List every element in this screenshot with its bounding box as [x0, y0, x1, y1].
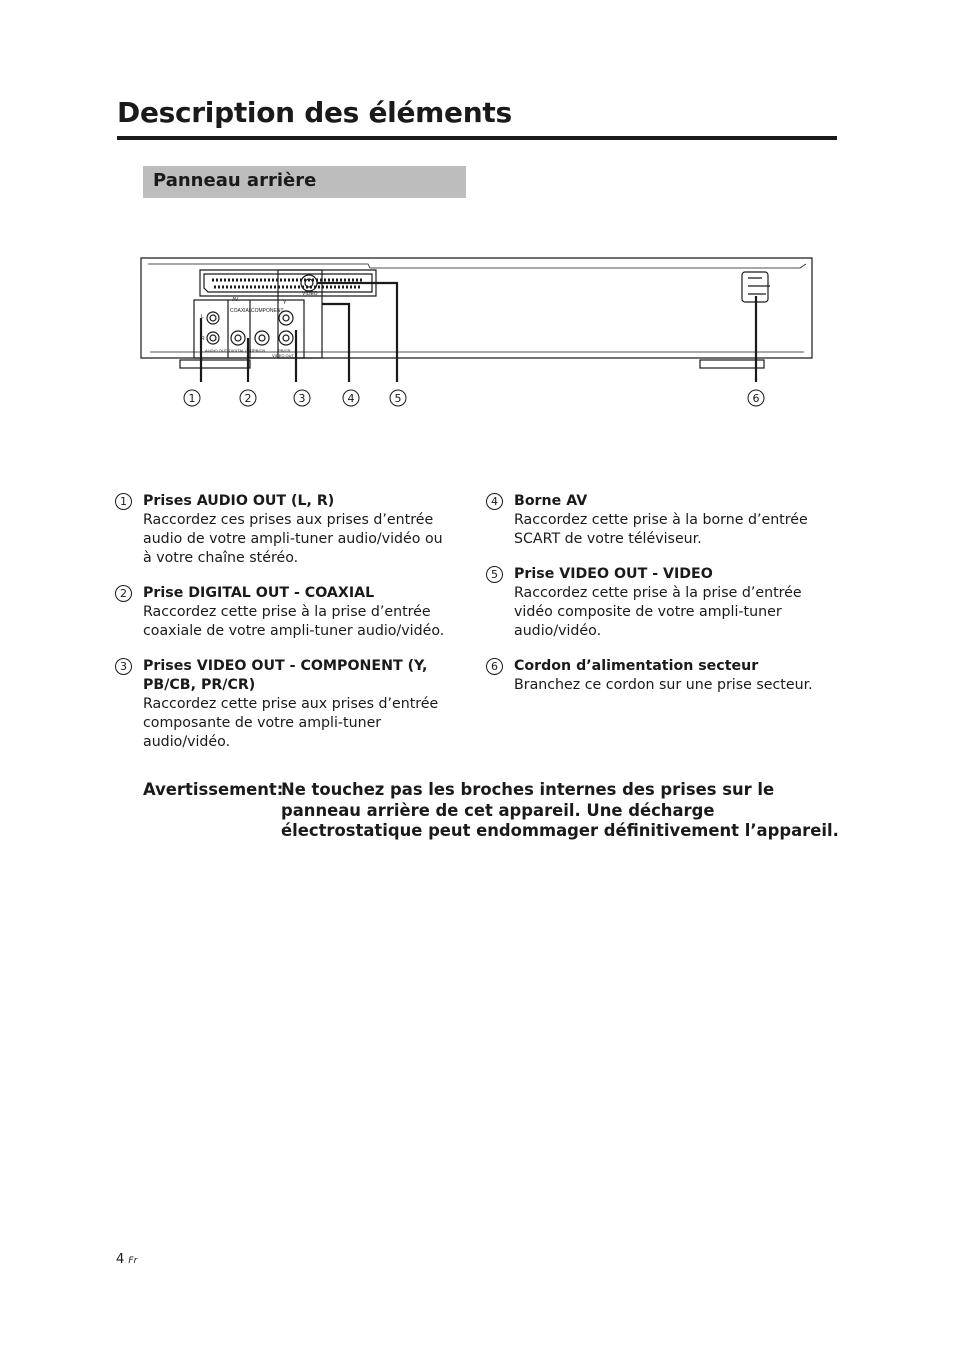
audio-jacks: [207, 312, 219, 344]
item-heading: Cordon d’alimentation secteur: [514, 658, 759, 674]
label-video: VIDEO: [302, 291, 318, 297]
item-description: Branchez ce cordon sur une prise secteur.: [514, 677, 813, 693]
page-title: Description des éléments: [117, 96, 512, 129]
list-item: [486, 492, 826, 549]
list-item: [486, 657, 826, 695]
item-heading: Borne AV: [514, 493, 588, 509]
left-column: [115, 492, 455, 768]
item-heading: Prise DIGITAL OUT - COAXIAL: [143, 585, 375, 601]
callout-4: 4: [347, 392, 355, 405]
item-description: Raccordez cette prise à la borne d’entrée SCART de votre téléviseur.: [514, 512, 808, 547]
item-heading: Prises AUDIO OUT (L, R): [143, 493, 335, 509]
item-number: 5: [486, 566, 503, 583]
section-title: Panneau arrière: [153, 170, 317, 191]
label-component: COMPONENT: [251, 308, 284, 314]
page-language: Fr: [128, 1256, 138, 1266]
callout-6: 6: [752, 392, 760, 405]
label-av: AV: [232, 297, 239, 303]
video-jack: [301, 275, 317, 291]
page-footer: [116, 1252, 137, 1267]
right-column: [486, 492, 826, 711]
component-jacks: [255, 311, 293, 345]
list-item: [486, 565, 826, 641]
callout-line-5: [317, 283, 397, 382]
item-number: 1: [115, 493, 132, 510]
warning-text: Ne touchez pas les broches internes des prises sur le panneau arrière de cet appareil. Une décharge électrostatique peut endommager définitivement l’appareil.: [281, 780, 839, 840]
label-coaxial: COAXIAL: [230, 308, 252, 314]
label-digital-out: DIGITAL OUT: [229, 348, 254, 353]
item-description: Raccordez cette prise à la prise d’entrée coaxiale de votre ampli-tuner audio/vidéo.: [143, 604, 445, 639]
label-video-out: VIDEO OUT: [272, 353, 295, 358]
label-y: Y: [283, 300, 287, 306]
item-description: Raccordez cette prise à la prise d’entrée vidéo composite de votre ampli-tuner audio/vidéo.: [514, 585, 802, 639]
label-pb: PB/CB: [253, 348, 266, 353]
label-l: L: [201, 314, 204, 320]
item-number: 2: [115, 585, 132, 602]
label-pr: PR/CR: [278, 348, 291, 353]
callout-3: 3: [298, 392, 306, 405]
item-number: 4: [486, 493, 503, 510]
list-item: [115, 492, 455, 568]
item-description: Raccordez cette prise aux prises d’entrée composante de votre ampli-tuner audio/vidéo.: [143, 696, 439, 750]
list-item: [115, 657, 455, 752]
left-foot: [180, 360, 250, 368]
item-number: 6: [486, 658, 503, 675]
callout-5: 5: [394, 392, 402, 405]
list-item: [115, 584, 455, 641]
callout-1: 1: [188, 392, 196, 405]
right-foot: [700, 360, 764, 368]
coaxial-jack: [231, 331, 245, 345]
chassis-top-edge: [148, 264, 806, 268]
page-number: 4: [116, 1252, 125, 1267]
callout-2: 2: [244, 392, 252, 405]
label-r: R: [201, 336, 205, 342]
item-description: Raccordez ces prises aux prises d’entrée audio de votre ampli-tuner audio/vidéo ou à votre chaîne stéréo.: [143, 512, 443, 566]
item-number: 3: [115, 658, 132, 675]
warning-label: Avertissement:: [143, 780, 284, 799]
callout-line-4: [322, 304, 349, 382]
item-heading: Prises VIDEO OUT - COMPONENT (Y, PB/CB, PR/CR): [143, 658, 428, 693]
rear-panel-diagram: [0, 0, 954, 420]
item-heading: Prise VIDEO OUT - VIDEO: [514, 566, 713, 582]
label-audio-out: AUDIO OUT: [205, 348, 228, 353]
